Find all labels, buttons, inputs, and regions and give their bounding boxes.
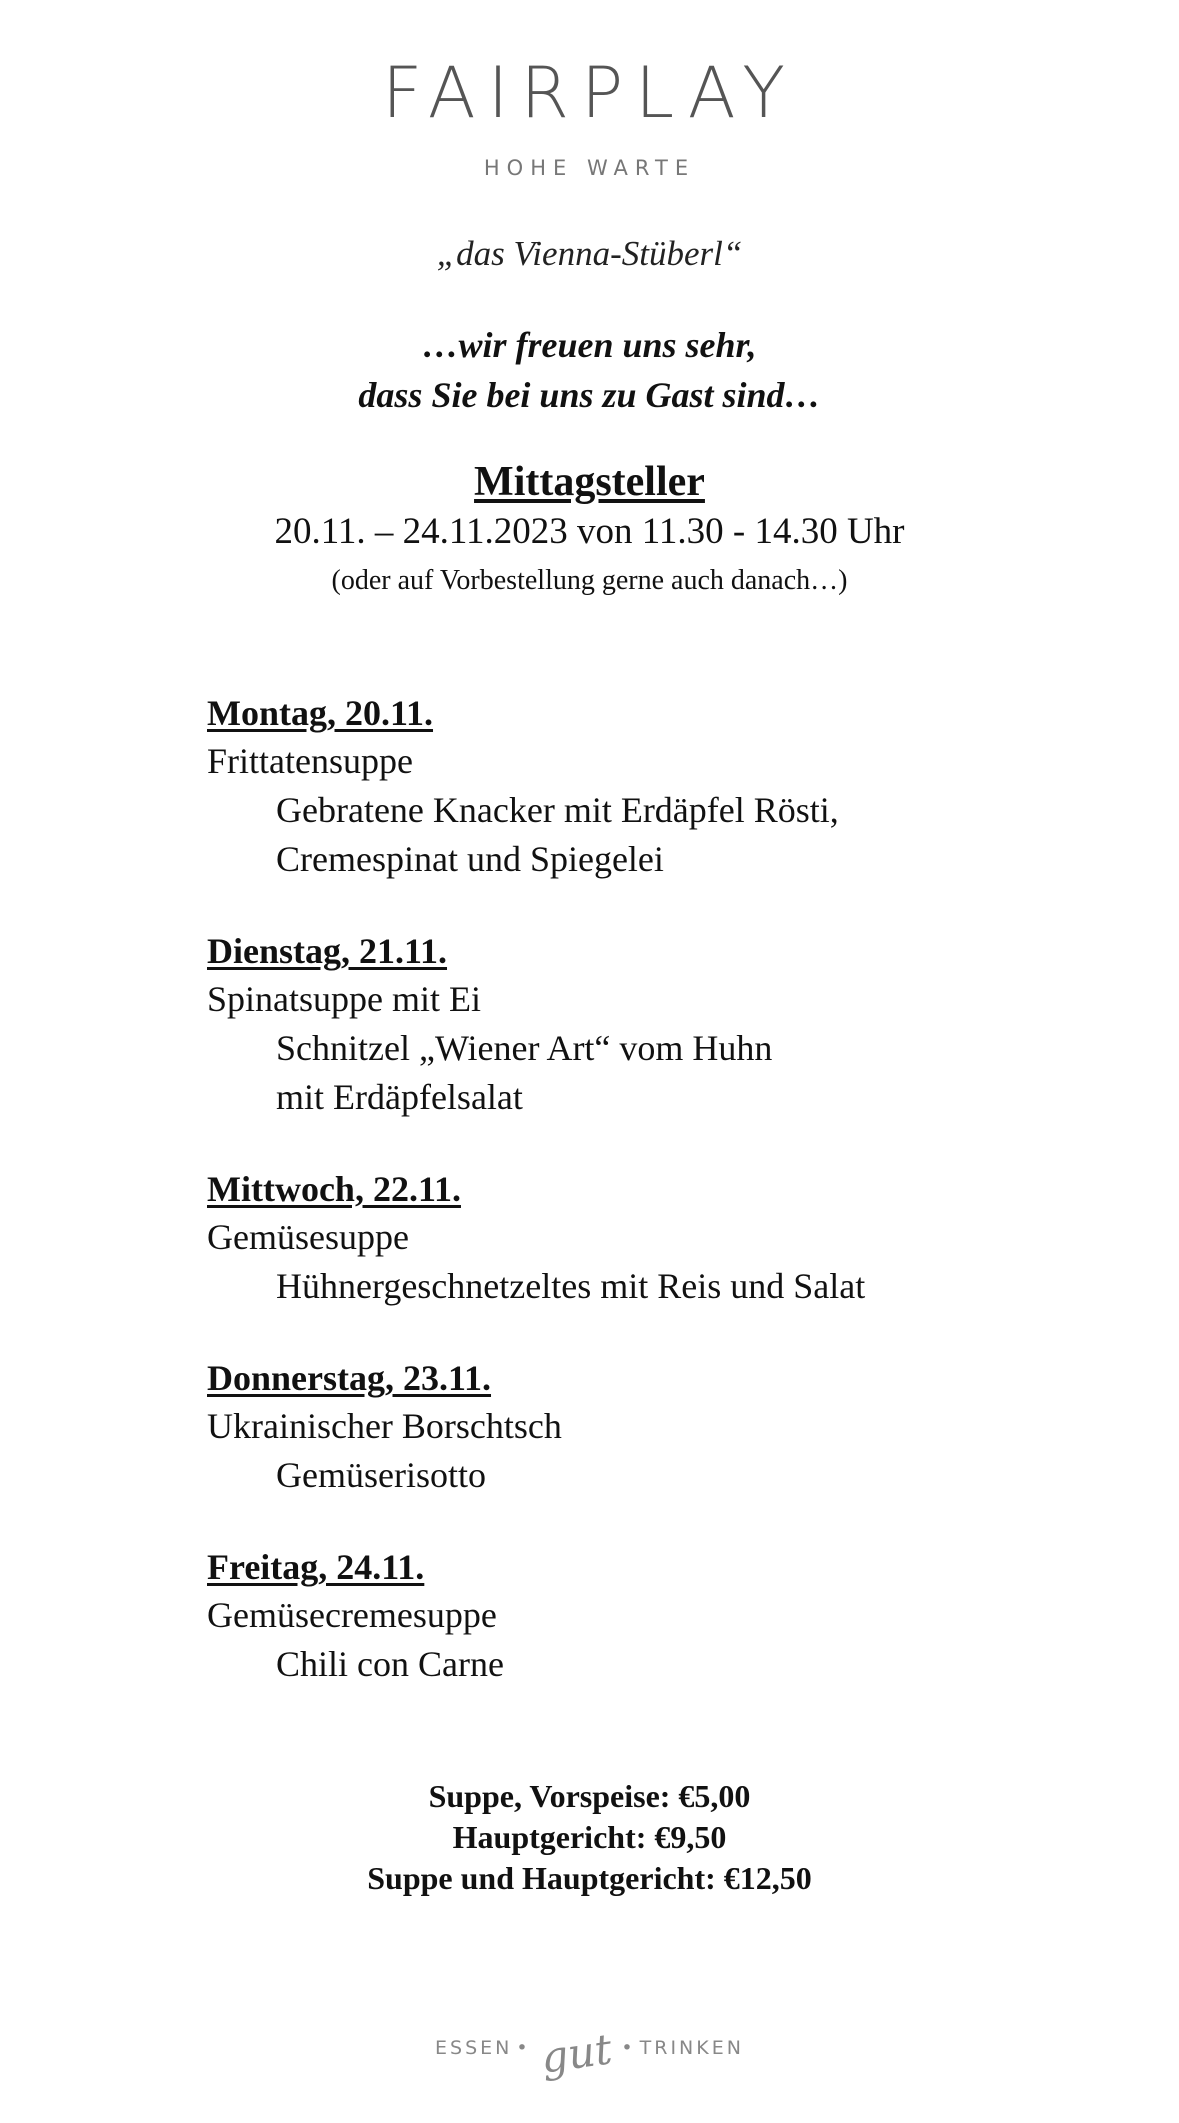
menu-date-range: 20.11. – 24.11.2023 von 11.30 - 14.30 Uhr — [274, 511, 905, 552]
footer-right-word: TRINKEN — [639, 2037, 744, 2059]
price-soup: Suppe, Vorspeise: €5,00 — [428, 1778, 751, 1814]
day-title: Mittwoch, 22.11. — [207, 1169, 461, 1209]
day-entry — [207, 1166, 1107, 1311]
day-title: Freitag, 24.11. — [207, 1547, 425, 1587]
day-main-dish: Schnitzel „Wiener Art“ vom Huhn — [276, 1028, 773, 1068]
price-list — [0, 1776, 1179, 1899]
day-entry — [207, 928, 1107, 1122]
day-main-dish: Gemüserisotto — [276, 1455, 486, 1495]
day-soup: Spinatsuppe mit Ei — [207, 979, 481, 1019]
day-soup: Gemüsecremesuppe — [207, 1595, 497, 1635]
welcome-line: …wir freuen uns sehr, — [422, 325, 757, 365]
day-soup: Frittatensuppe — [207, 741, 413, 781]
day-title: Dienstag, 21.11. — [207, 931, 448, 971]
day-main-dish: mit Erdäpfelsalat — [276, 1077, 523, 1117]
day-main-dish: Cremespinat und Spiegelei — [276, 839, 664, 879]
restaurant-subtitle: „das Vienna-Stüberl“ — [436, 234, 743, 273]
day-entry — [207, 690, 1107, 884]
dot-separator-icon: • — [621, 2037, 636, 2059]
logo-subtext: HOHE WARTE — [483, 156, 696, 180]
menu-title: Mittagsteller — [474, 459, 705, 505]
price-main: Hauptgericht: €9,50 — [452, 1819, 727, 1855]
footer-script-word: gut — [537, 2024, 615, 2083]
price-combo: Suppe und Hauptgericht: €12,50 — [367, 1860, 812, 1896]
day-main-dish: Chili con Carne — [276, 1644, 504, 1684]
welcome-message — [0, 320, 1179, 420]
logo-wordmark: FAIRPLAY — [381, 52, 798, 134]
day-entry — [207, 1544, 1107, 1689]
day-soup: Gemüsesuppe — [207, 1217, 409, 1257]
day-entry — [207, 1355, 1107, 1500]
daily-menu-list — [207, 690, 1107, 1733]
menu-note: (oder auf Vorbestellung gerne auch danach…) — [331, 565, 848, 596]
day-title: Donnerstag, 23.11. — [207, 1358, 492, 1398]
footer-tagline — [0, 2015, 1179, 2083]
footer-left-word: ESSEN — [435, 2037, 513, 2059]
day-title: Montag, 20.11. — [207, 693, 434, 733]
welcome-line: dass Sie bei uns zu Gast sind… — [358, 375, 821, 415]
day-main-dish: Hühnergeschnetzeltes mit Reis und Salat — [276, 1266, 866, 1306]
day-main-dish: Gebratene Knacker mit Erdäpfel Rösti, — [276, 790, 839, 830]
day-soup: Ukrainischer Borschtsch — [207, 1406, 562, 1446]
brand-logo — [0, 52, 1179, 180]
dot-separator-icon: • — [516, 2037, 531, 2059]
